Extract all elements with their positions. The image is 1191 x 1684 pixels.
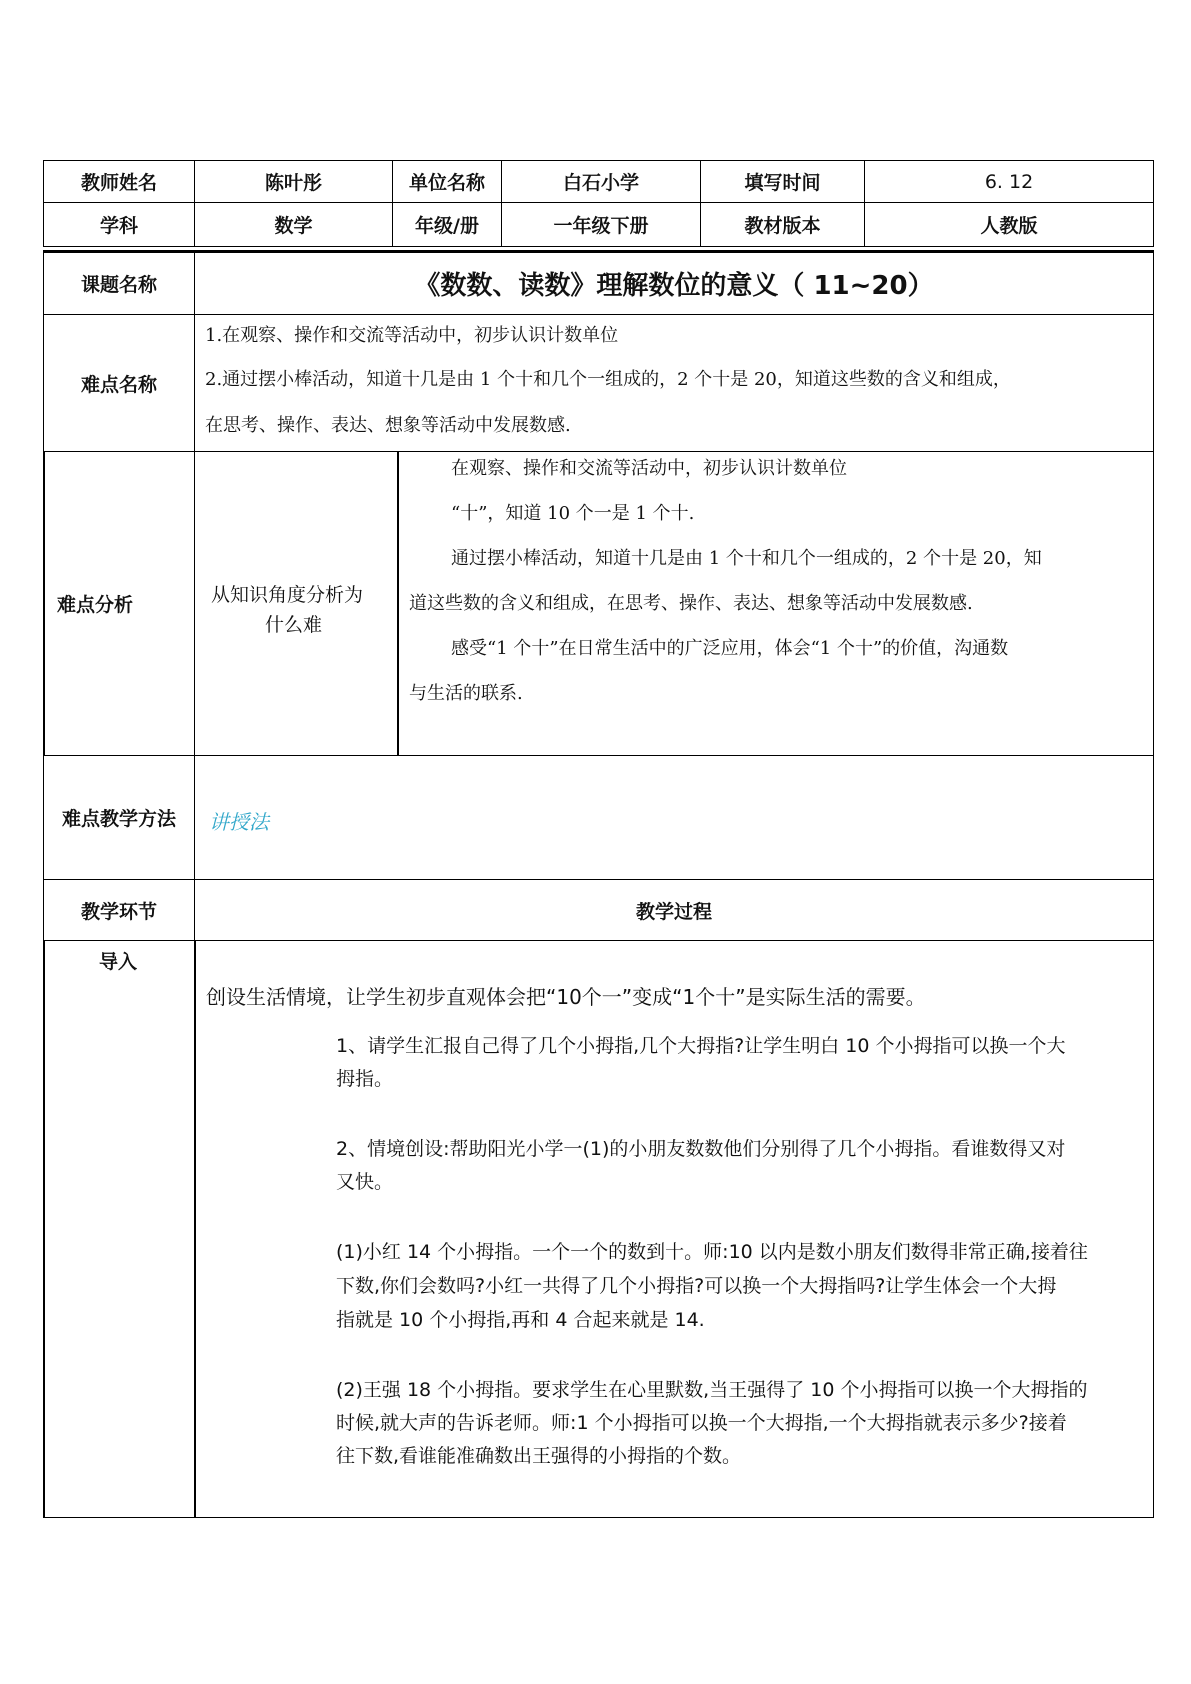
process-label: 教学过程 — [194, 879, 1154, 941]
method-label: 难点教学方法 — [43, 755, 195, 880]
grade-value: 一年级下册 — [501, 202, 701, 247]
subject-value: 数学 — [194, 202, 393, 247]
teacher-name-label: 教师姓名 — [43, 160, 195, 203]
step-3-line-3: 指就是 10 个小拇指,再和 4 合起来就是 14. — [336, 1309, 705, 1331]
date-label: 填写时间 — [700, 160, 865, 203]
teacher-name: 陈叶彤 — [194, 160, 393, 203]
difficulty-content — [194, 314, 1154, 452]
step-3-line-2: 下数,你们会数吗?小红一共得了几个小拇指?可以换一个大拇指吗?让学生体会一个大拇 — [336, 1275, 1057, 1297]
difficulty-line-1: 1.在观察、操作和交流等活动中，初步认识计数单位 — [205, 325, 619, 346]
method-content — [194, 755, 1154, 880]
process-intro: 创设生活情境，让学生初步直观体会把“10个一”变成“1个十”是实际生活的需要。 — [206, 985, 926, 1009]
analysis-line-2: “十”，知道 10 个一是 1 个十. — [451, 503, 695, 524]
step-2-line-2: 又快。 — [336, 1171, 394, 1193]
unit-label: 单位名称 — [392, 160, 502, 203]
difficulty-label: 难点名称 — [43, 314, 195, 452]
step-4-line-2: 时候,就大声的告诉老师。师:1 个小拇指可以换一个大拇指,一个大拇指就表示多少?接着 — [336, 1412, 1067, 1434]
step-4-line-1: (2)王强 18 个小拇指。要求学生在心里默数,当王强得了 10 个小拇指可以换一个大拇指的 — [336, 1379, 1088, 1401]
stage-cell — [43, 940, 195, 1518]
stage-value: 导入 — [99, 951, 138, 973]
grade-label: 年级/册 — [392, 202, 502, 247]
analysis-line-3: 通过摆小棒活动，知道十几是由 1 个十和几个一组成的，2 个十是 20，知 — [451, 548, 1042, 569]
edition-value: 人教版 — [864, 202, 1154, 247]
analysis-middle-line-2: 什么难 — [265, 614, 323, 636]
analysis-line-6: 与生活的联系. — [409, 683, 523, 704]
edition-label: 教材版本 — [700, 202, 865, 247]
step-2-line-1: 2、情境创设:帮助阳光小学一(1)的小朋友数数他们分别得了几个小拇指。看谁数得又对 — [336, 1138, 1066, 1160]
analysis-line-4: 道这些数的含义和组成，在思考、操作、表达、想象等活动中发展数感. — [409, 593, 973, 614]
analysis-label: 难点分析 — [43, 451, 195, 756]
subject-label: 学科 — [43, 202, 195, 247]
difficulty-line-2: 2.通过摆小棒活动，知道十几是由 1 个十和几个一组成的，2 个十是 20，知道这些数的含义和组成， — [205, 369, 1011, 390]
method-value: 讲授法 — [209, 810, 269, 834]
step-3-line-1: (1)小红 14 个小拇指。一个一个的数到十。师:10 以内是数小朋友们数得非常正确,接着往 — [336, 1241, 1088, 1263]
stage-label: 教学环节 — [43, 879, 195, 941]
unit-value: 白石小学 — [501, 160, 701, 203]
topic-title: 《数数、读数》理解数位的意义（ 11~20） — [194, 250, 1154, 315]
analysis-line-5: 感受“1 个十”在日常生活中的广泛应用，体会“1 个十”的价值，沟通数 — [451, 638, 1009, 659]
step-1-line-1: 1、请学生汇报自己得了几个小拇指,几个大拇指?让学生明白 10 个小拇指可以换一个大 — [336, 1035, 1066, 1057]
topic-label: 课题名称 — [43, 250, 195, 315]
difficulty-line-3: 在思考、操作、表达、想象等活动中发展数感. — [205, 415, 571, 436]
analysis-middle — [194, 451, 399, 756]
process-content — [194, 940, 1154, 1518]
date-value: 6. 12 — [864, 160, 1154, 203]
analysis-middle-line-1: 从知识角度分析为 — [211, 584, 364, 606]
analysis-content — [398, 451, 1154, 756]
step-4-line-3: 往下数,看谁能准确数出王强得的小拇指的个数。 — [336, 1445, 742, 1467]
step-1-line-2: 拇指。 — [336, 1068, 394, 1090]
analysis-line-1: 在观察、操作和交流等活动中，初步认识计数单位 — [451, 458, 847, 479]
